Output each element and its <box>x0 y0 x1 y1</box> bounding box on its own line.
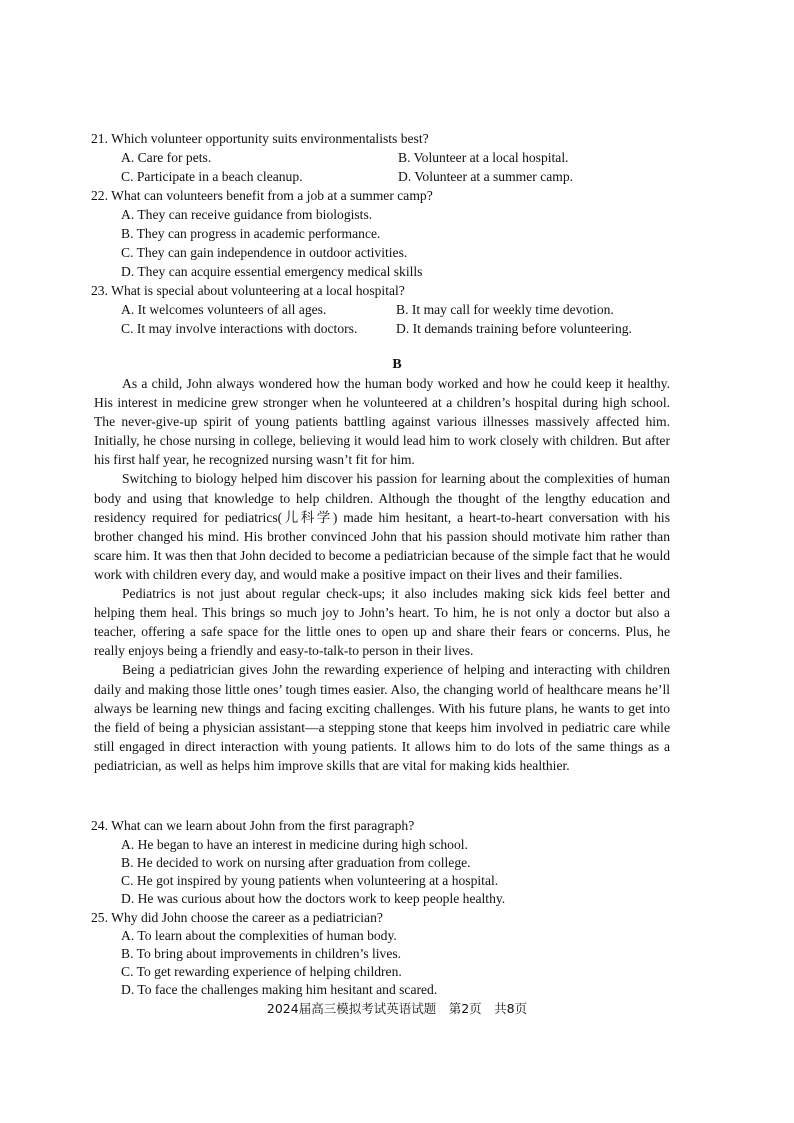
question-21-option-c: C. Participate in a beach cleanup. <box>121 169 303 184</box>
passage-paragraph: Switching to biology helped him discover his passion for learning about the complexities of human body and using that knowledge to help children. Although the thought of the lengthy education and residency required for pediatrics(儿科学) made him hesitant, a heart-to-heart conversation with his brother changed his mind. His brother convinced John that his passion should motivate him rather than scare him. It was then that John decided to become a pediatrician because of the simple fact that he would work with children every day, and would make a positive impact on their lives and their families. <box>94 471 671 582</box>
question-24-option-a: A. He began to have an interest in medicine during high school. <box>121 837 468 852</box>
question-24-option-c: C. He got inspired by young patients when volunteering at a hospital. <box>121 873 499 888</box>
question-22-stem: 22. What can volunteers benefit from a job at a summer camp? <box>91 188 433 203</box>
question-25-option-a: A. To learn about the complexities of human body. <box>121 928 397 943</box>
section-heading: B <box>392 357 402 372</box>
passage-paragraph: As a child, John always wondered how the human body worked and how he could keep it healthy. His interest in medicine grew stronger when he volunteered at a children’s hospital during high school. The never-give-up spirit of young patients battling against various illnesses massively affected him. Initially, he chose nursing in college, believing it would lead him to work closely with children. But after his first half year, he recognized nursing wasn’t fit for him. <box>94 376 670 468</box>
question-23-stem: 23. What is special about volunteering at a local hospital? <box>91 283 405 298</box>
question-22-option-b: B. They can progress in academic performance. <box>121 226 381 241</box>
question-24-option-d: D. He was curious about how the doctors work to keep people healthy. <box>121 891 506 906</box>
question-22-option-d: D. They can acquire essential emergency medical skills <box>121 264 423 279</box>
page-footer: 2024届高三模拟考试英语试题 第2页 共8页 <box>266 1001 528 1016</box>
passage-paragraph: Pediatrics is not just about regular check-ups; it also includes making sick kids feel better and helping them heal. This brings so much joy to John’s heart. To him, he is not only a doctor but also a teacher, offering a safe space for the little ones to open up and share their fears or concerns. Plus, he really enjoys being a friendly and easy-to-talk-to person in their lives. <box>94 586 670 659</box>
question-22-option-a: A. They can receive guidance from biologists. <box>121 207 373 222</box>
question-25-option-c: C. To get rewarding experience of helping children. <box>121 964 402 979</box>
question-25-stem: 25. Why did John choose the career as a pediatrician? <box>91 910 383 925</box>
question-23-option-a: A. It welcomes volunteers of all ages. <box>121 302 327 317</box>
question-25-option-d: D. To face the challenges making him hesitant and scared. <box>121 982 438 997</box>
question-21-option-b: B. Volunteer at a local hospital. <box>398 150 569 165</box>
question-21-option-d: D. Volunteer at a summer camp. <box>398 169 574 184</box>
question-21-option-a: A. Care for pets. <box>121 150 212 165</box>
question-22-option-c: C. They can gain independence in outdoor activities. <box>121 245 408 260</box>
question-23-option-c: C. It may involve interactions with doctors. <box>121 321 358 336</box>
question-23-option-d: D. It demands training before volunteering. <box>396 321 632 336</box>
question-21-stem: 21. Which volunteer opportunity suits environmentalists best? <box>91 131 429 146</box>
question-24-stem: 24. What can we learn about John from the first paragraph? <box>91 818 415 833</box>
question-23-option-b: B. It may call for weekly time devotion. <box>396 302 614 317</box>
passage-paragraph: Being a pediatrician gives John the rewarding experience of helping and interacting with children daily and making those little ones’ tough times easier. Also, the changing world of healthcare means he’ll always be learning new things and facing exciting challenges. With his future plans, he wants to get into the field of being a physician assistant—a stepping stone that keeps him involved in pediatric care while still engaged in direct interaction with young patients. It allows him to do lots of the same things as a pediatrician, as well as helps him improve skills that are vital for making kids healthier. <box>94 662 670 773</box>
question-25-option-b: B. To bring about improvements in children’s lives. <box>121 946 402 961</box>
reading-passage <box>94 374 670 775</box>
question-24-option-b: B. He decided to work on nursing after graduation from college. <box>121 855 471 870</box>
